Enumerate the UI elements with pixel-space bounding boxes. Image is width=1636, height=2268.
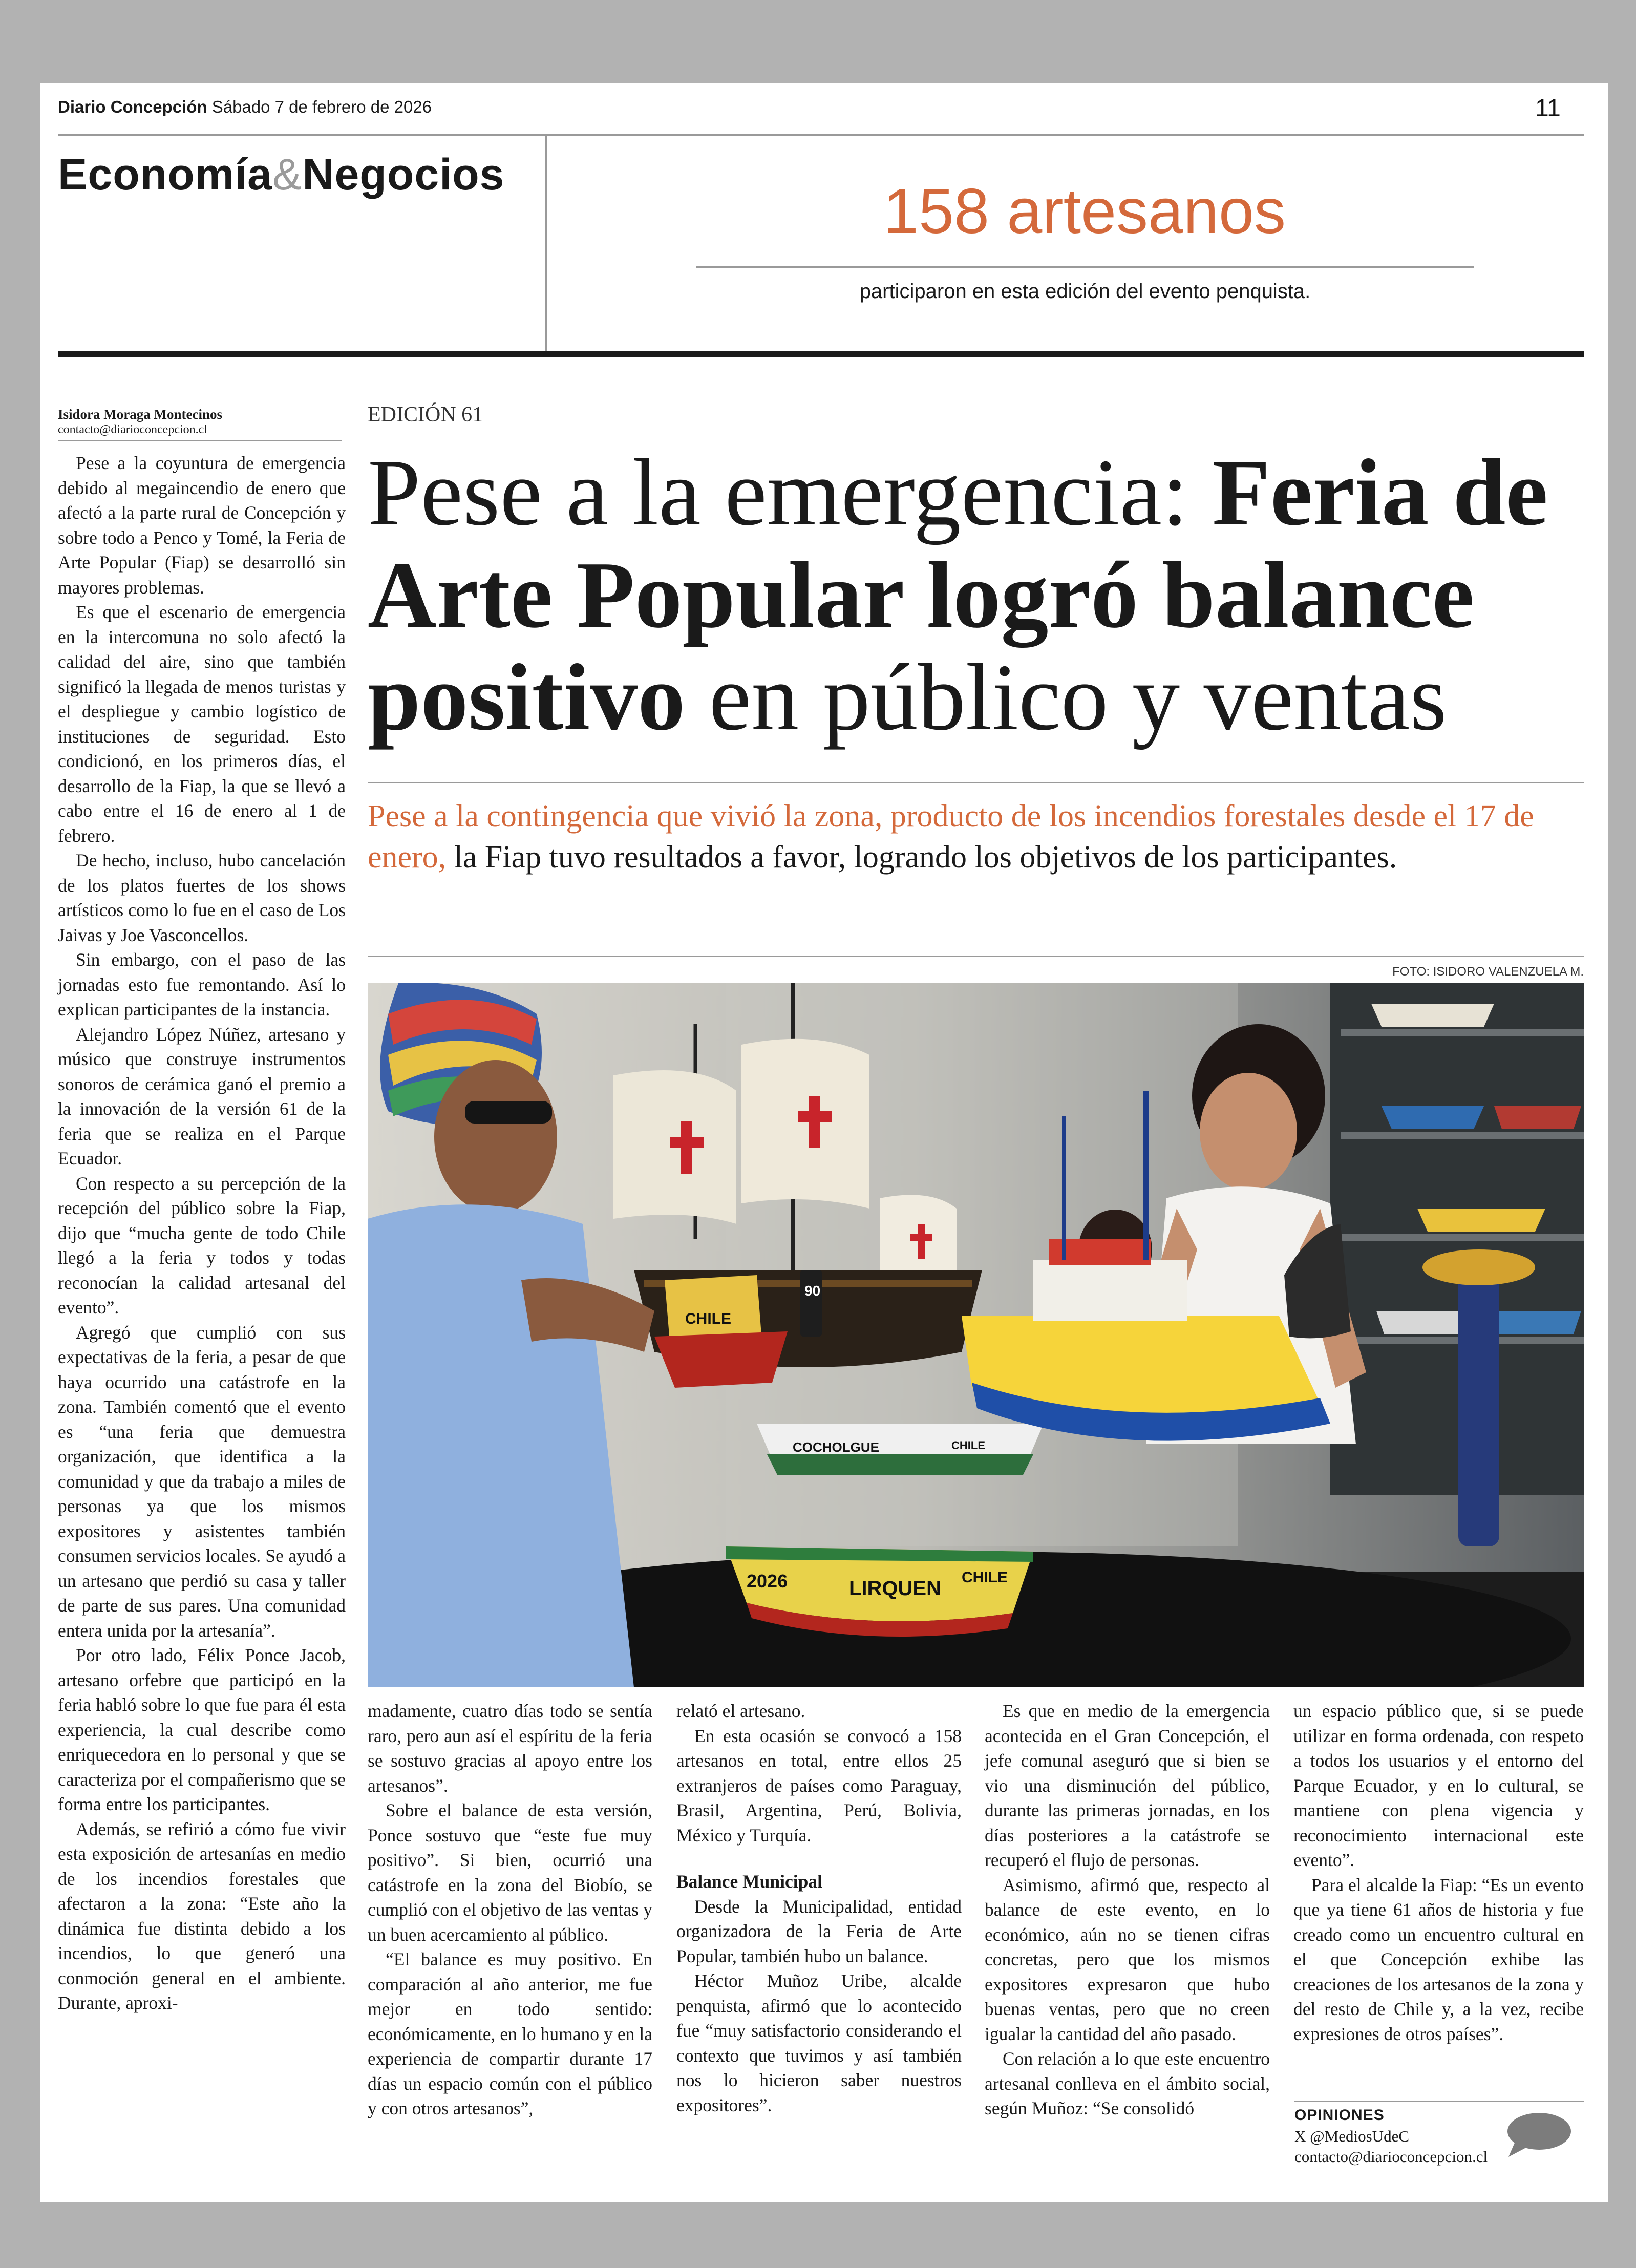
boat-label-chile-3: [962, 1569, 1008, 1586]
boat-label-90: [804, 1283, 820, 1299]
opinions-label: OPINIONES: [1294, 2107, 1385, 2124]
highlight-number: 158 artesanos: [883, 176, 1286, 247]
page-number: 11: [1535, 95, 1561, 122]
opinions-x-handle[interactable]: X @MediosUdeC: [1294, 2127, 1410, 2145]
speech-bubble-graphic: [1505, 2111, 1572, 2159]
speech-bubble-icon: [1505, 2111, 1572, 2159]
header-thick-rule: [58, 351, 1584, 357]
author-email[interactable]: contacto@diarioconcepcion.cl: [58, 423, 207, 436]
column-1: [58, 451, 346, 2016]
col1-paragraph: Es que el escenario de emergencia en la intercomuna no solo afectó la calidad del aire, sino que también significó la llegada de menos turistas y el despliegue y cambio logístico de instituciones de seguridad. Esto condicionó, en los primeros días, el desarrollo de la Fiap, la que se llevó a cabo entre el 16 de enero al 1 de febrero.: [58, 602, 346, 846]
boat-label-lirquen: [849, 1577, 941, 1600]
boat-label-chile-2: [951, 1439, 985, 1452]
column-2: [368, 1699, 652, 2121]
section-ampersand: &: [272, 150, 303, 199]
col3-paragraph: relató el artesano.: [676, 1701, 805, 1721]
byline-rule: [58, 440, 342, 441]
col2-paragraph: “El balance es muy positivo. En comparación al año anterior, me fue mejor en todo sentido: económicamente, en lo humano y en la experiencia de compartir durante 17 días un espacio común con el público y con otros artesanos”,: [368, 1949, 652, 2118]
section-title: [58, 150, 504, 200]
deck: [368, 796, 1586, 878]
opinions-email[interactable]: contacto@diarioconcepcion.cl: [1294, 2148, 1488, 2166]
col4-paragraph: Asimismo, afirmó que, respecto al balance de este evento, en lo económico, aún no se tienen cifras concretas, pero que los mismos expositores expresaron que hubo buenas ventas, pero que no creen igualar la cantidad del año pasado.: [985, 1874, 1270, 2044]
svg-text:CHILE: CHILE: [962, 1569, 1008, 1586]
col4-paragraph: Es que en medio de la emergencia acontecida en el Gran Concepción, el jefe comunal aseguró que si bien se vio una disminución del público, durante las primeras jornadas, en los días posteriores a la catástrofe se recuperó el flujo de personas.: [985, 1701, 1270, 1870]
col3-paragraph: En esta ocasión se convocó a 158 artesanos en total, entre ellos 25 extranjeros de países como Paraguay, Brasil, Argentina, Perú, Bolivia, México y Turquía.: [676, 1725, 962, 1846]
col3-paragraph: Héctor Muñoz Uribe, alcalde penquista, afirmó que lo acontecido fue “muy satisfactorio considerando el contexto que tuvimos y así también nos lo hicieron saber nuestros expositores”.: [676, 1970, 962, 2115]
masthead-line: [58, 97, 432, 117]
column-5: [1293, 1699, 1584, 2046]
headline-light-1: Pese a la emergencia:: [368, 440, 1213, 545]
photo-credit: FOTO: ISIDORO VALENZUELA M.: [1392, 965, 1584, 979]
col2-paragraph: madamente, cuatro días todo se sentía raro, pero aun así el espíritu de la feria se sostuvo gracias al apoyo entre los artesanos”.: [368, 1701, 652, 1796]
col1-paragraph: Agregó que cumplió con sus expectativas de la feria, a pesar de que haya ocurrido una catástrofe en la zona. También comentó que el evento es “una feria que demuestra organización, que identifica a la comunidad y que da trabajo a miles de personas ya que los mismos expositores y asistentes también consumen servicios locales. Se ayudó a un artesano que perdió su casa y taller de parte de sus pares. Una comunidad entera unida por la artesanía”.: [58, 1322, 346, 1641]
svg-text:2026: 2026: [747, 1571, 788, 1592]
artisans-photo-illustration: [368, 983, 1584, 1687]
subhead-balance-municipal: Balance Municipal: [676, 1871, 823, 1892]
col1-paragraph: Por otro lado, Félix Ponce Jacob, artesano orfebre que participó en la feria habló sobre lo que fue para él esta experiencia, la cual describe como enriquecedora en lo personal y que se caracteriza por el compañerismo que se forma entre los participantes.: [58, 1645, 346, 1814]
col3-paragraph: Desde la Municipalidad, entidad organizadora de la Feria de Arte Popular, también hubo un balance.: [676, 1896, 962, 1966]
svg-text:CHILE: CHILE: [951, 1439, 985, 1452]
article-photo: [368, 983, 1584, 1687]
col4-paragraph: Con relación a lo que este encuentro artesanal conlleva en el ámbito social, según Muñoz: “Se consolidó: [985, 2048, 1270, 2118]
kicker: EDICIÓN 61: [368, 403, 483, 427]
section-part-2: Negocios: [302, 150, 505, 199]
col1-paragraph: Sin embargo, con el paso de las jornadas esto fue remontando. Así lo explican participantes de la instancia.: [58, 949, 346, 1020]
svg-text:LIRQUEN: LIRQUEN: [849, 1577, 941, 1600]
deck-rest: la Fiap tuvo resultados a favor, logrando los objetivos de los participantes.: [446, 840, 1397, 875]
author-name: Isidora Moraga Montecinos: [58, 407, 222, 422]
col1-paragraph: Pese a la coyuntura de emergencia debido al megaincendio de enero que afectó a la parte rural de Concepción y sobre todo a Penco y Tomé, la Feria de Arte Popular (Fiap) se desarrolló sin mayores problemas.: [58, 453, 346, 598]
col1-paragraph: Con respecto a su percepción de la recepción del público sobre la Fiap, dijo que “mucha gente de todo Chile llegó a la feria y todos y todas reconocían la calidad artesanal del evento”.: [58, 1173, 346, 1318]
column-3: [676, 1699, 962, 2117]
headline: [368, 441, 1591, 749]
deck-rule: [368, 956, 1584, 957]
svg-text:COCHOLGUE: COCHOLGUE: [793, 1439, 879, 1455]
boat-label-2026: [747, 1571, 788, 1592]
opinions-rule: [1294, 2101, 1584, 2102]
col1-paragraph: De hecho, incluso, hubo cancelación de los platos fuertes de los shows artísticos como lo fue en el caso de Los Jaivas y Joe Vasconcellos.: [58, 850, 346, 945]
issue-date: Sábado 7 de febrero de 2026: [211, 97, 432, 116]
col5-paragraph: un espacio público que, si se puede utilizar en forma ordenada, con respeto a todos los usuarios y el entorno del Parque Ecuador, y en lo cultural, se mantiene con plena vigencia y reconocimiento internacional este evento”.: [1293, 1701, 1584, 1870]
boat-label-cocholgue: [793, 1439, 879, 1455]
svg-text:CHILE: CHILE: [685, 1310, 731, 1327]
deck-highlight: Pese a la contingencia que vivió la zona, producto de los incendios forestales desde el 17 de enero,: [368, 799, 1534, 875]
col2-paragraph: Sobre el balance de esta versión, Ponce sostuvo que “este fue muy positivo”. Si bien, ocurrió una catástrofe en la zona del Biobío, se cumplió con el objetivo de las ventas y un buen acercamiento al público.: [368, 1800, 652, 1945]
highlight-subtitle: participaron en esta edición del evento penquista.: [859, 280, 1311, 303]
highlight-rule: [696, 266, 1474, 268]
headline-bold: Feria de Arte Popular logró balance positivo: [368, 440, 1548, 750]
column-4: [985, 1699, 1270, 2121]
headline-rule: [368, 782, 1584, 783]
section-part-1: Economía: [58, 150, 272, 199]
section-divider: [545, 136, 547, 351]
paper-name: Diario Concepción: [58, 97, 207, 116]
top-rule: [58, 134, 1584, 136]
svg-text:90: 90: [804, 1283, 821, 1299]
newspaper-page: [40, 83, 1608, 2202]
col1-paragraph: Alejandro López Núñez, artesano y músico que construye instrumentos sonoros de cerámica ganó el premio a la innovación de la versión 61 de la feria que se realiza en el Parque Ecuador.: [58, 1024, 346, 1169]
col1-paragraph: Además, se refirió a cómo fue vivir esta exposición de artesanías en medio de los incendios forestales que afectaron a la zona: “Este año la dinámica fue distinta debido a los incendios, lo que generó una conmoción general en el ambiente. Durante, aproxi-: [58, 1818, 346, 2013]
col5-paragraph: Para el alcalde la Fiap: “Es un evento que ya tiene 61 años de historia y fue creado como un encuentro cultural en el que Concepción exhibe las creaciones de los artesanos de la zona y del resto de Chile y, a la vez, recibe expresiones de otros países”.: [1293, 1874, 1584, 2044]
headline-light-2: en público y ventas: [685, 645, 1447, 750]
boat-label-chile-1: [685, 1310, 731, 1327]
